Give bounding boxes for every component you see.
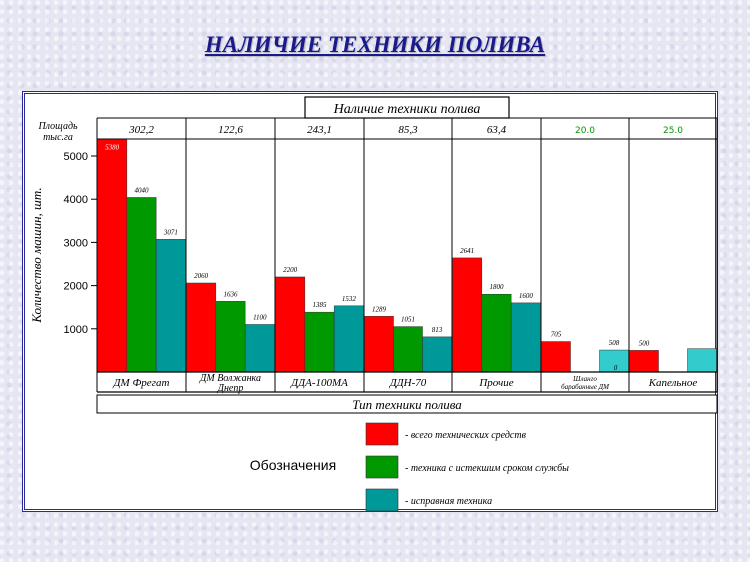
area-value: 85,3 [398,124,418,136]
area-value: 63,4 [486,124,507,136]
bar-total [276,277,305,372]
category-label: ДМ Фрегат [113,377,170,389]
bar-value-label: 1532 [341,294,356,303]
bar-value-label: 1385 [312,301,327,310]
category-label: ДДН-70 [389,377,427,389]
bar-value-label: 813 [431,325,443,334]
bar-value-label: 1100 [253,313,267,322]
chart-title: Наличие техники полива [333,102,481,117]
area-label-line2: тыс.га [43,132,73,143]
legend-label: - всего технических средств [405,430,526,441]
x-axis-label: Тип техники полива [352,397,462,412]
bar-working [156,239,185,372]
bar-expired [305,312,334,372]
bar-value-label: 2200 [283,265,298,274]
bar-value-label: 0 [613,364,618,372]
bar-working [511,303,540,372]
bar-total [453,258,482,372]
legend-label: - техника с истекшим сроком службы [405,463,569,474]
category-label: Прочие [479,377,514,389]
bar-value-label: 1800 [489,283,504,292]
area-value: 25.0 [662,126,684,136]
bar-expired [216,301,245,372]
area-value: 122,6 [218,124,243,136]
bar-value-label: 1636 [223,290,238,299]
bar-expired [482,294,511,372]
y-tick-label: 4000 [63,194,88,207]
area-value: 20.0 [574,126,596,136]
bar-value-label: 2060 [194,272,209,281]
legend-label: - исправная техника [405,496,493,507]
y-axis-label: Количество машин, шт. [29,187,44,323]
bar-value-label: 705 [550,330,562,339]
y-tick-label: 3000 [63,237,88,250]
category-label-line1: Шланго [573,375,597,383]
bar-working [245,324,274,372]
category-label: Капельное [648,377,698,389]
area-value: 302,2 [129,124,154,136]
bar-value-label: 4040 [134,186,149,195]
bar-value-label: 1051 [401,315,415,324]
bar-total [630,350,659,372]
bar-expired [127,197,156,372]
category-label: ДДА-100МА [291,377,348,389]
legend-swatch [366,423,398,445]
legend-swatch [366,489,398,511]
y-tick-label: 5000 [63,151,88,163]
category-label-line2: барабанные ДМ [561,383,609,391]
y-tick-label: 2000 [63,280,88,293]
bar-total [187,283,216,372]
bar-expired [394,327,423,372]
bar-value-label: 1600 [518,291,533,300]
category-label-line2: Днепр [217,383,244,394]
slide-title: НАЛИЧИЕ ТЕХНИКИ ПОЛИВА [204,32,546,57]
legend-swatch [366,456,398,478]
bar-total [98,140,127,372]
bar-working [688,349,717,372]
bar-working [334,306,363,372]
bar-value-label: 500 [638,339,650,348]
area-label-line1: Площадь [38,121,78,132]
bar-total [542,342,571,372]
category-label-line1: ДМ Волжанка [200,373,261,384]
bar-value-label: 3071 [163,228,178,237]
bar-value-label: 508 [608,339,620,348]
bar-working [423,337,452,372]
legend-title: Обозначения [249,457,337,473]
bar-value-label: 5380 [105,143,120,152]
y-tick-label: 1000 [63,323,88,336]
bar-value-label: 1289 [372,305,386,314]
area-value: 243,1 [307,124,332,136]
bar-value-label: 2641 [460,246,475,255]
bar-total [365,316,394,372]
